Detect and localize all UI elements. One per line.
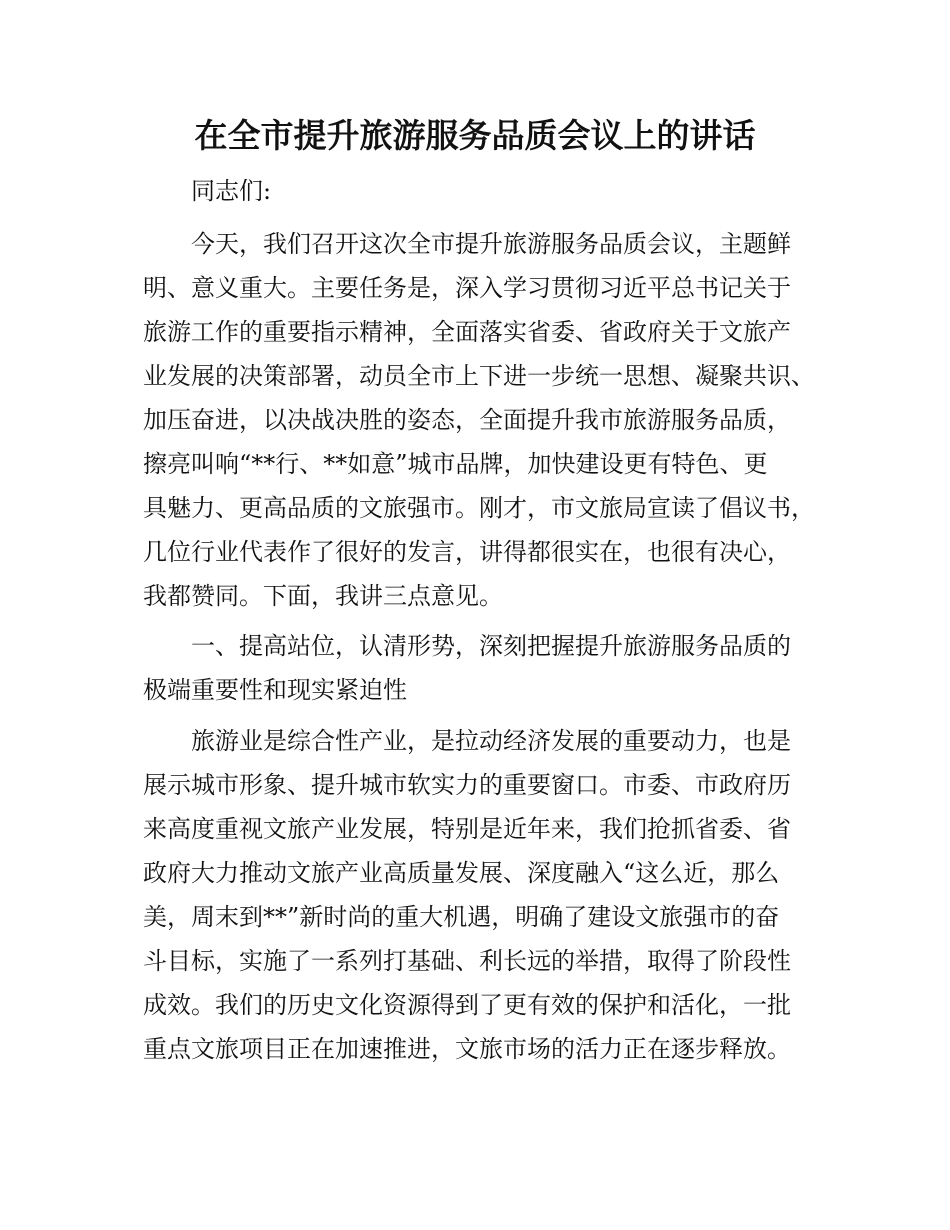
paragraph-1-line: 擦亮叫响“**行、**如意”城市品牌，加快建设更有特色、更 (143, 450, 768, 478)
paragraph-2-line: 来高度重视文旅产业发展，特别是近年来，我们抢抓省委、省 (143, 815, 791, 843)
paragraph-2-line: 展示城市形象、提升城市软实力的重要窗口。市委、市政府历 (143, 771, 791, 799)
section-heading-line: 极端重要性和现实紧迫性 (143, 676, 407, 704)
section-heading-line: 一、提高站位，认清形势，深刻把握提升旅游服务品质的 (191, 632, 791, 660)
paragraph-1-line: 今天，我们召开这次全市提升旅游服务品质会议，主题鲜 (191, 230, 791, 258)
document-title: 在全市提升旅游服务品质会议上的讲话 (194, 116, 756, 155)
paragraph-2-line: 成效。我们的历史文化资源得到了更有效的保护和活化，一批 (143, 991, 791, 1019)
paragraph-1-line: 加压奋进，以决战决胜的姿态，全面提升我市旅游服务品质， (143, 406, 791, 434)
paragraph-2-line: 旅游业是综合性产业，是拉动经济发展的重要动力，也是 (191, 727, 791, 755)
paragraph-1-line: 几位行业代表作了很好的发言，讲得都很实在，也很有决心， (143, 538, 791, 566)
paragraph-1-line: 具魅力、更高品质的文旅强市。刚才，市文旅局宣读了倡议书， (143, 494, 815, 522)
paragraph-1-line: 旅游工作的重要指示精神，全面落实省委、省政府关于文旅产 (143, 318, 791, 346)
paragraph-2-line: 重点文旅项目正在加速推进，文旅市场的活力正在逐步释放。 (143, 1035, 791, 1063)
paragraph-1-line: 明、意义重大。主要任务是，深入学习贯彻习近平总书记关于 (143, 274, 791, 302)
paragraph-2-line: 斗目标，实施了一系列打基础、利长远的举措，取得了阶段性 (143, 947, 791, 975)
paragraph-1-line: 业发展的决策部署，动员全市上下进一步统一思想、凝聚共识、 (143, 362, 815, 390)
salutation: 同志们: (191, 177, 272, 205)
paragraph-2-line: 政府大力推动文旅产业高质量发展、深度融入“这么近，那么 (143, 859, 780, 887)
paragraph-2-line: 美，周末到**”新时尚的重大机遇，明确了建设文旅强市的奋 (143, 903, 780, 931)
paragraph-1-line: 我都赞同。下面，我讲三点意见。 (143, 582, 503, 610)
